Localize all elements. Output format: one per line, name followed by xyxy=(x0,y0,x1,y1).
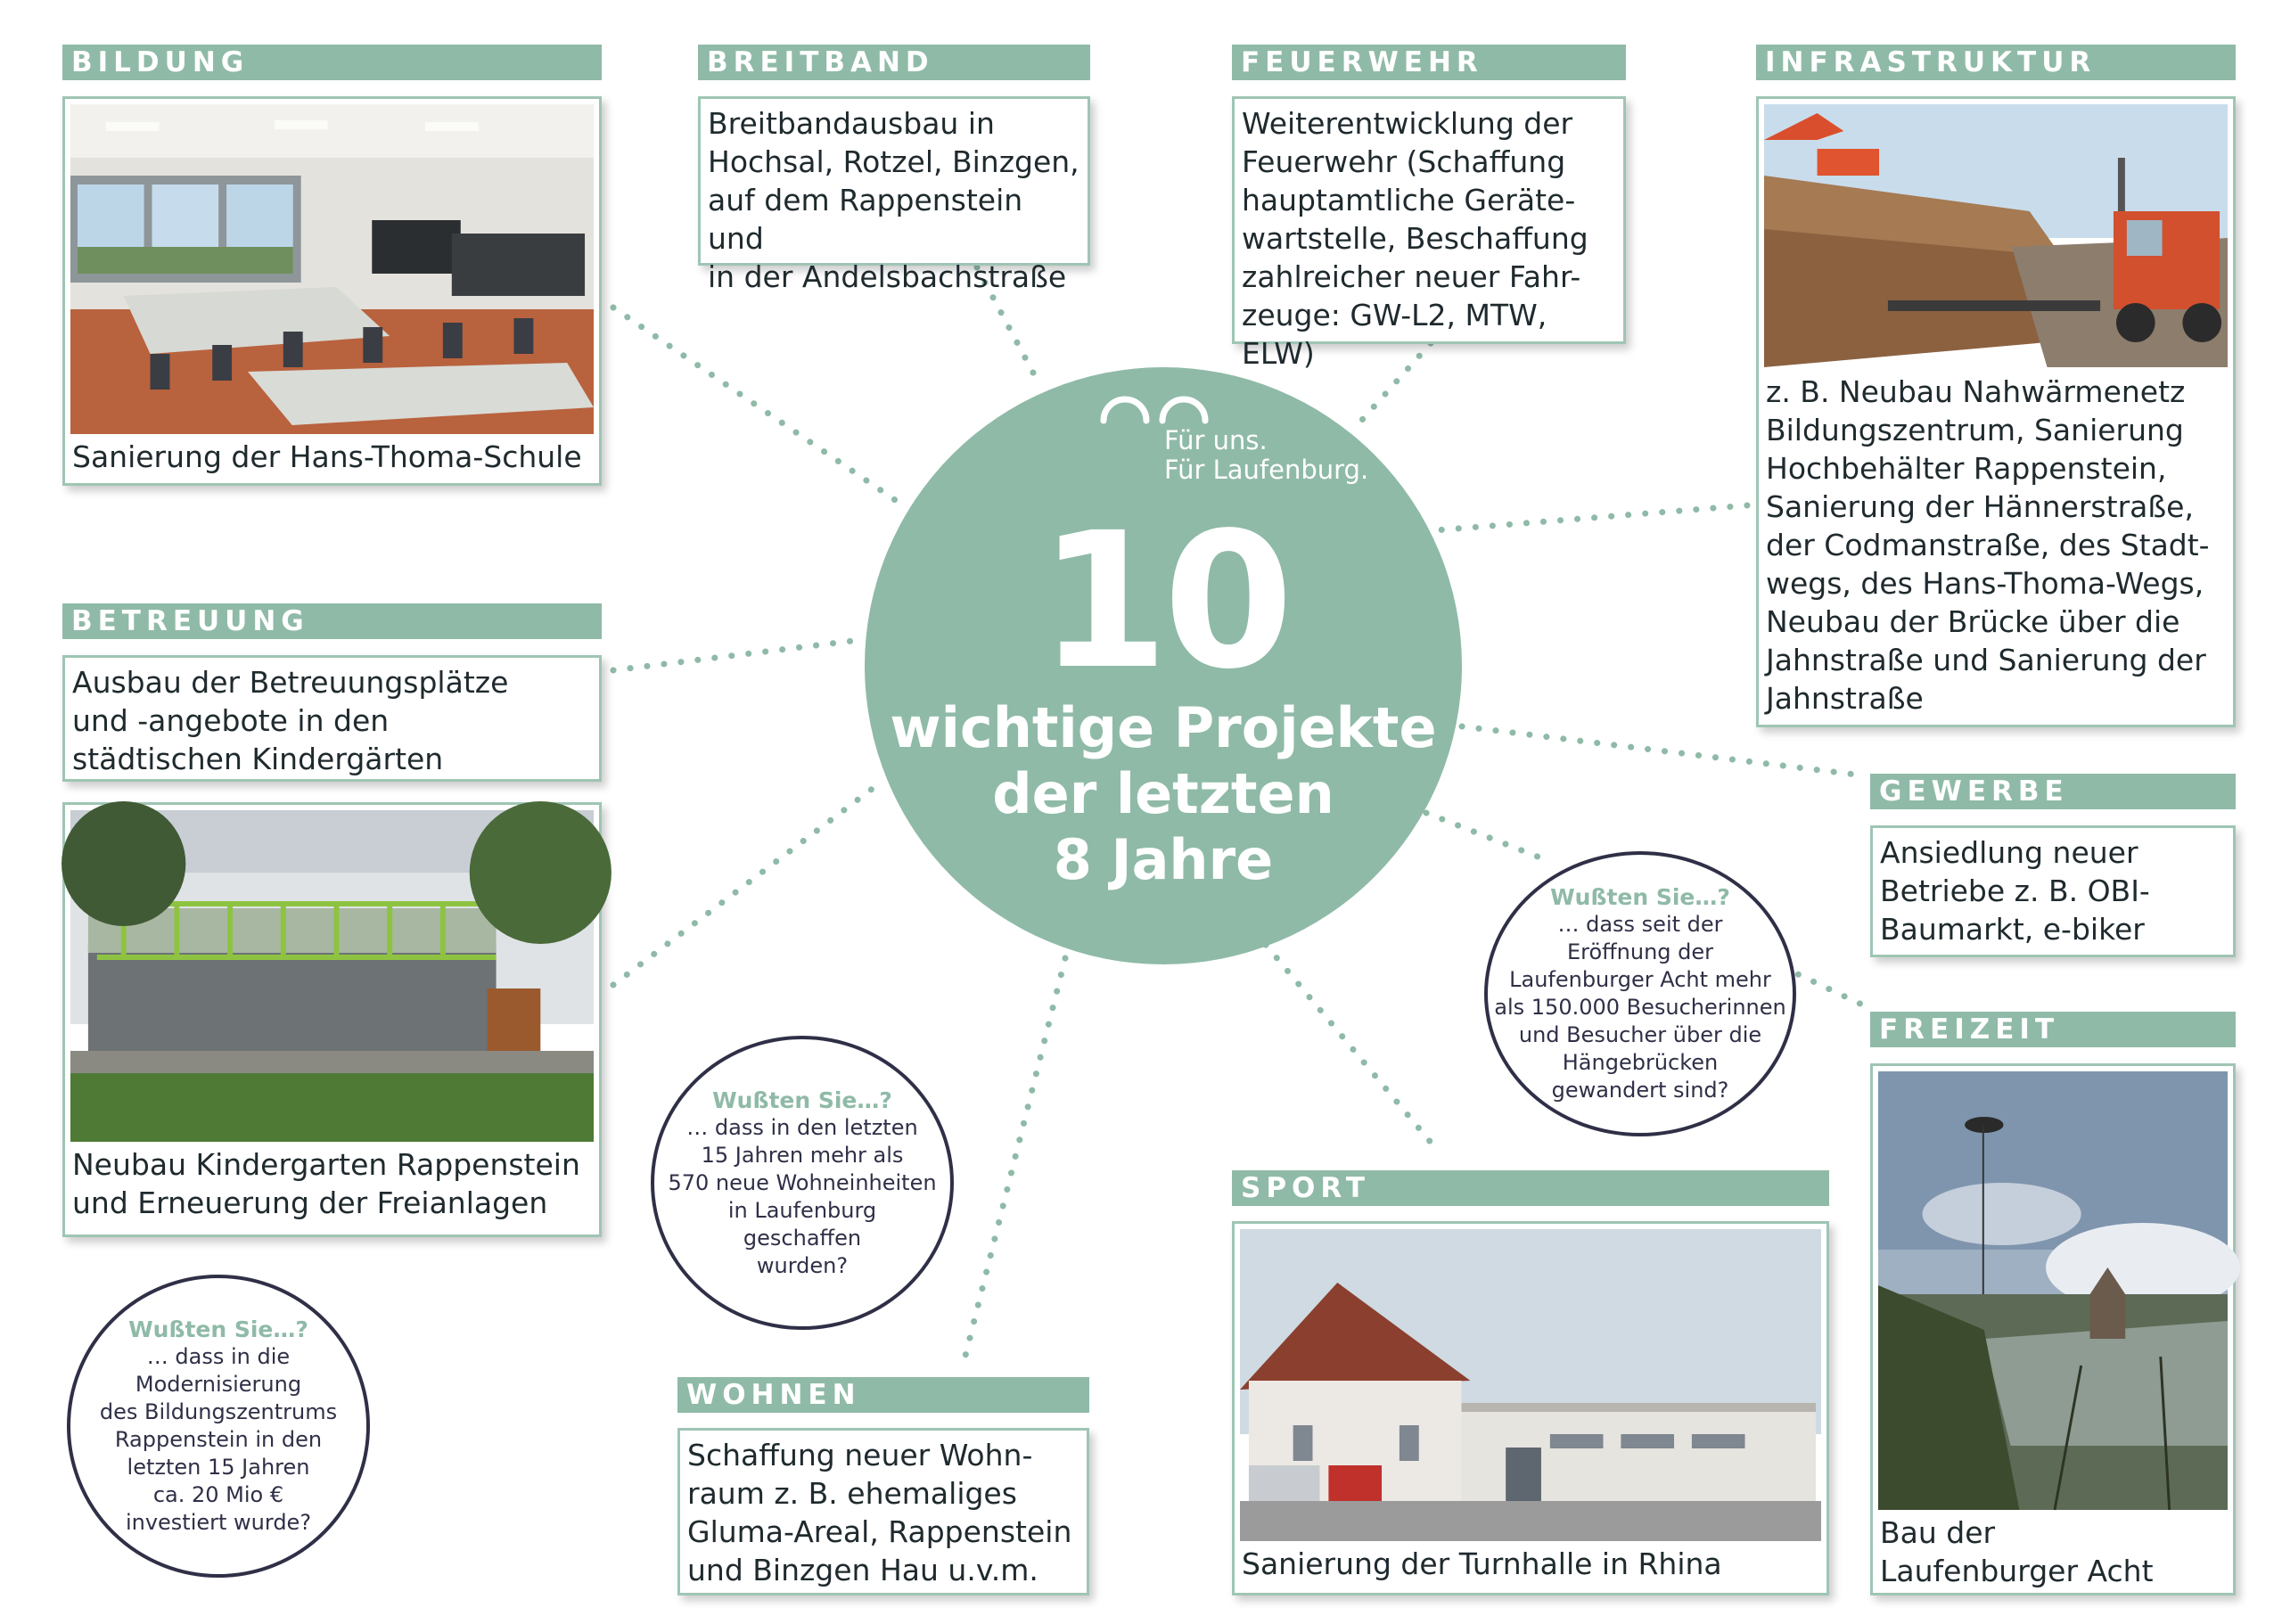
card-sport xyxy=(1232,1221,1829,1595)
section-label-feuerwehr: FEUERWEHR xyxy=(1232,45,1626,80)
card-freizeit xyxy=(1870,1063,2236,1595)
caption-kindergarten: Neubau Kindergarten Rappenstein und Erneuerung der Freianlagen xyxy=(72,1147,580,1220)
fact-head: Wußten Sie…? xyxy=(1550,884,1730,910)
section-label-infrastruktur: INFRASTRUKTUR xyxy=(1756,45,2236,80)
text-betreuung: Ausbau der Betreuungsplätze und -angebote in den städtischen Kindergärten xyxy=(72,665,509,776)
fact-body: … dass in den letzten 15 Jahren mehr als 570 neue Wohneinheiten in Laufenburg geschaffen wurden? xyxy=(668,1114,937,1278)
section-label-wohnen: WOHNEN xyxy=(677,1377,1089,1413)
kindergarten-building-photo xyxy=(70,810,594,1142)
fact-body: … dass seit der Eröffnung der Laufenburger Acht mehr als 150.000 Besucherinnen und Besucher über die Hängebrücken gewandert sind? xyxy=(1494,912,1786,1103)
fact-body: … dass in die Modernisierung des Bildungszentrums Rappenstein in den letzten 15 Jahren ca. 20 Mio € investiert wurde? xyxy=(99,1344,338,1535)
card-infrastruktur xyxy=(1756,96,2236,727)
text-gewerbe: Ansiedlung neuer Betriebe z. B. OBI- Baumarkt, e-biker xyxy=(1880,835,2150,947)
card-wohnen xyxy=(677,1428,1089,1595)
fact-bubble-education xyxy=(67,1275,370,1578)
fact-head: Wußten Sie…? xyxy=(128,1316,308,1342)
big-number: 10 xyxy=(1038,492,1289,710)
fact-head: Wußten Sie…? xyxy=(712,1087,892,1113)
section-label-gewerbe: GEWERBE xyxy=(1870,774,2236,809)
caption-sport: Sanierung der Turnhalle in Rhina xyxy=(1242,1546,1722,1581)
card-gewerbe xyxy=(1870,825,2236,957)
caption-bildung: Sanierung der Hans-Thoma-Schule xyxy=(72,439,582,474)
card-kindergarten xyxy=(62,802,602,1237)
fact-bubble-visitors xyxy=(1484,851,1796,1136)
card-bildung xyxy=(62,96,602,486)
classroom-photo xyxy=(70,104,594,434)
caption-freizeit: Bau der Laufenburger Acht xyxy=(1880,1515,2154,1588)
logo-mark-icon xyxy=(1098,390,1214,426)
construction-excavator-photo xyxy=(1764,104,2228,367)
section-label-freizeit: FREIZEIT xyxy=(1870,1012,2236,1047)
slogan: Für uns. Für Laufenburg. xyxy=(1164,425,1369,485)
section-label-sport: SPORT xyxy=(1232,1170,1829,1206)
center-title: wichtige Projekte der letzten 8 Jahre xyxy=(890,695,1437,892)
card-betreuung xyxy=(62,655,602,782)
card-feuerwehr xyxy=(1232,96,1626,371)
fact-bubble-housing xyxy=(651,1036,954,1330)
card-breitband xyxy=(698,96,1090,294)
text-feuerwehr: Weiterentwicklung der Feuerwehr (Schaffung hauptamtliche Geräte- wartstelle, Beschaffung zahlreicher neuer Fahr- zeuge: GW-L2, MTW, ELW) xyxy=(1242,106,1588,371)
text-infrastruktur: z. B. Neubau Nahwärmenetz Bildungszentrum, Sanierung Hochbehälter Rappenstein, Sanierung der Hännerstraße, der Codmanstraße, des Stadt- wegs, des Hans-Thoma-Wegs, Neubau der Brücke über die Jahnstraße und Sanierung der Jahnstraße xyxy=(1766,374,2210,716)
text-wohnen: Schaffung neuer Wohn- raum z. B. ehemaliges Gluma-Areal, Rappenstein und Binzgen Hau u.v.m. xyxy=(687,1438,1072,1587)
section-label-breitband: BREITBAND xyxy=(698,45,1090,80)
section-label-betreuung: BETREUUNG xyxy=(62,603,602,639)
gym-hall-photo xyxy=(1240,1229,1821,1541)
section-label-bildung: BILDUNG xyxy=(62,45,602,80)
helicopter-river-photo xyxy=(1878,1071,2228,1510)
text-breitband: Breitbandausbau in Hochsal, Rotzel, Binzgen, auf dem Rappenstein und in der Andelsbachstraße xyxy=(708,106,1079,294)
